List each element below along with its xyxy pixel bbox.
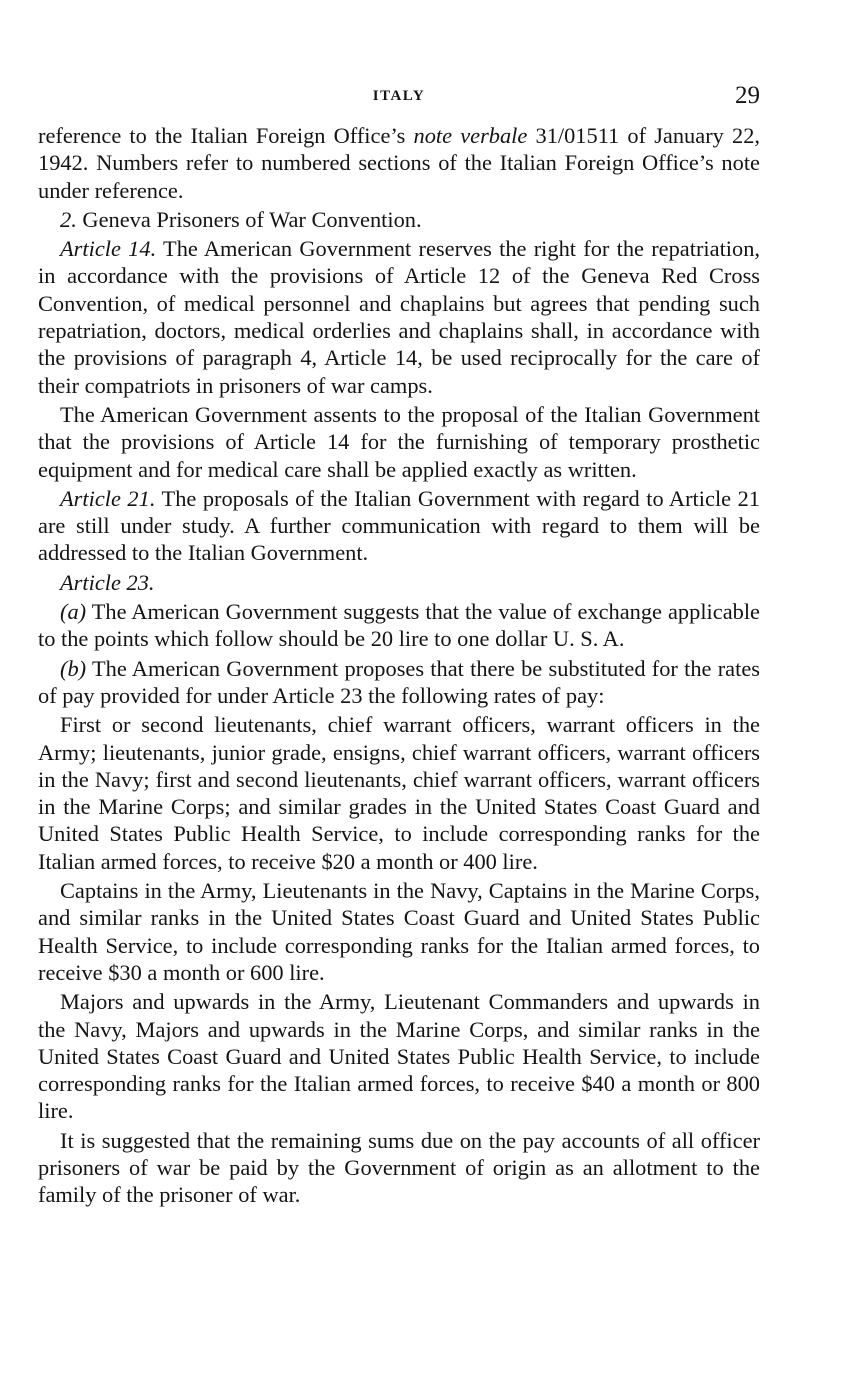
- paragraph-article-14: [38, 235, 760, 399]
- italic-phrase: note verbale: [413, 123, 528, 148]
- paragraph-text: The American Government assents to the proposal of the Italian Government that the provisions of Article 14 for the furnishing of temporary prosthetic equipment and for medical care shall be applied exactly as written.: [38, 401, 760, 482]
- paragraph-text: Captains in the Army, Lieutenants in the Navy, Captains in the Marine Corps, and similar ranks in the United States Coast Guard and United States Public Health Service, to include corresponding ranks for the Italian armed forces, to receive $30 a month or 600 lire.: [38, 878, 760, 985]
- paragraph-text: Geneva Prisoners of War Convention.: [76, 206, 422, 232]
- running-head: [38, 78, 760, 122]
- article-heading: Article 23.: [60, 569, 155, 595]
- paragraph-item-b: [38, 655, 760, 710]
- paragraph-article-21: [38, 485, 760, 567]
- item-label: (a): [60, 599, 87, 625]
- paragraph-text: 31/01511 of January 22, 1942. Numbers refer to numbered sections of the Italian Foreign Office’s note under reference.: [38, 123, 760, 203]
- paragraph-lieutenants: [38, 711, 760, 875]
- paragraph-majors: [38, 988, 760, 1124]
- paragraph-prosthetic: [38, 401, 760, 483]
- paragraph-convention: [38, 206, 760, 233]
- article-heading: Article 21.: [60, 485, 156, 511]
- paragraph-text: reference to the Italian Foreign Office’s: [38, 123, 414, 148]
- section-number: 2.: [60, 206, 77, 232]
- paragraph-text: Majors and upwards in the Army, Lieutenant Commanders and upwards in the Navy, Majors and upwards in the Marine Corps, and similar ranks in the United States Coast Guard and United States Public Health Service, to include corresponding ranks for the Italian armed forces, to receive $40 a month or 800 lire.: [38, 989, 760, 1124]
- page-number: 29: [735, 82, 760, 109]
- paragraph-text: The proposals of the Italian Government with regard to Article 21 are still under study. A further communication with regard to them will be addressed to the Italian Government.: [38, 485, 760, 566]
- paragraph-text: First or second lieutenants, chief warrant officers, warrant officers in the Army; lieutenants, junior grade, ensigns, chief warrant officers, warrant officers in the Navy; first and second lieutenants, chief warrant officers, warrant officers in the Marine Corps; and similar grades in the United States Coast Guard and United States Public Health Service, to include corresponding ranks for the Italian armed forces, to receive $20 a month or 400 lire.: [38, 712, 760, 874]
- paragraph-text: It is suggested that the remaining sums due on the pay accounts of all officer prisoners of war be paid by the Government of origin as an allotment to the family of the prisoner of war.: [38, 1127, 760, 1208]
- paragraph-remaining-sums: [38, 1127, 760, 1209]
- document-page: [38, 78, 760, 1211]
- paragraph-text: The American Government proposes that there be substituted for the rates of pay provided for under Article 23 the following rates of pay:: [38, 655, 760, 708]
- running-title: ITALY: [372, 88, 426, 104]
- paragraph-item-a: [38, 598, 760, 653]
- paragraph-text: The American Government reserves the right for the repatriation, in accordance with the provisions of Article 12 of the Geneva Red Cross Convention, of medical personnel and chaplains but agrees that pending such repatriation, doctors, medical orderlies and chaplains shall, in accordance with the provisions of paragraph 4, Article 14, be used reciprocally for the care of their compatriots in prisoners of war camps.: [38, 236, 760, 398]
- item-label: (b): [60, 655, 87, 681]
- article-heading: Article 14.: [60, 236, 157, 262]
- paragraph-continuation: [38, 122, 760, 204]
- paragraph-text: The American Government suggests that the value of exchange applicable to the points which follow should be 20 lire to one dollar U. S. A.: [38, 599, 760, 652]
- paragraph-article-23: [38, 569, 760, 596]
- body-text: [38, 122, 760, 1209]
- paragraph-captains: [38, 877, 760, 986]
